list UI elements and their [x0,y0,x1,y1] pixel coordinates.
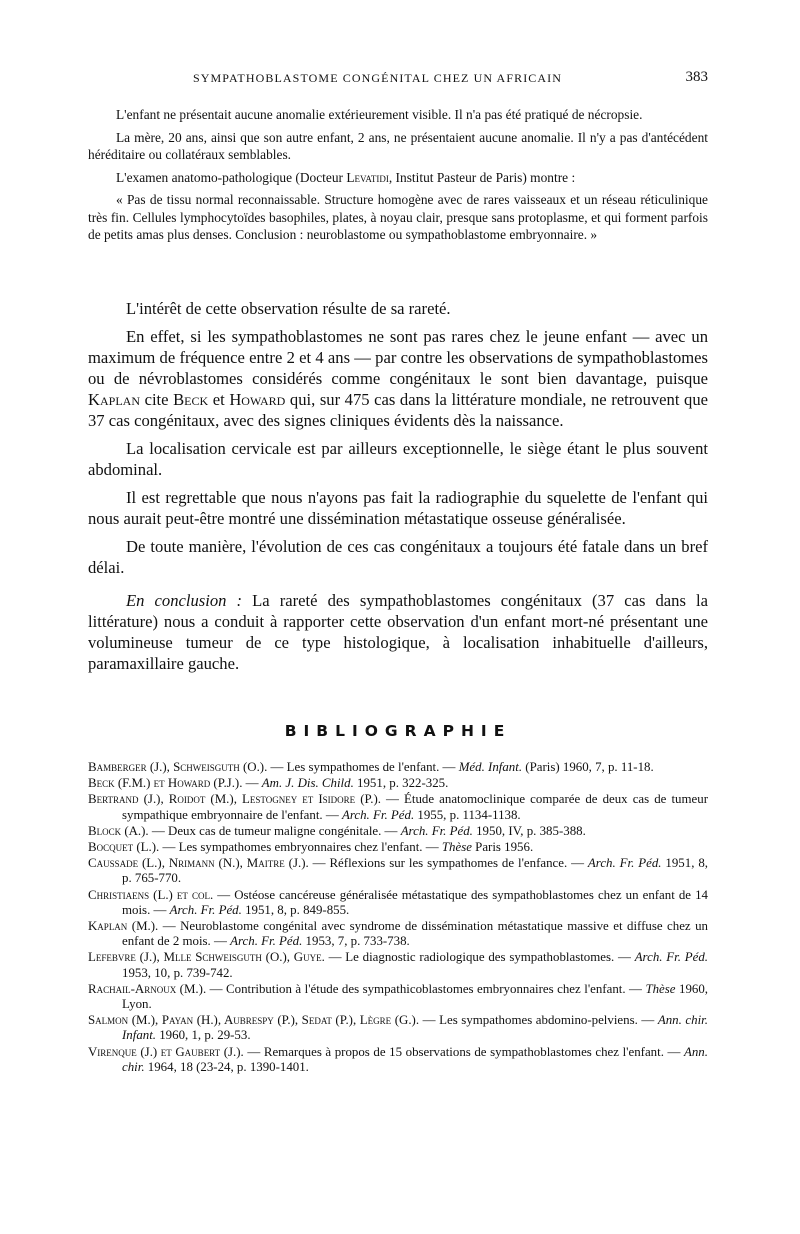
bibliography-title: — Les sympathomes de l'enfant. — [267,760,459,774]
author-name: Kaplan [88,390,140,409]
discussion-paragraph: De toute manière, l'évolution de ces cas congénitaux a toujours été fatale dans un bref délai. [88,537,708,577]
bibliography-journal: Am. J. Dis. Child. [261,776,354,791]
bibliography-journal: Ann. chir. [122,1044,708,1074]
bibliography-reference: 1951, 8, p. 765-770. [122,856,708,886]
bibliography-entry [88,760,708,775]
bibliography-journal: Thèse [441,840,472,855]
bibliography-reference: 1960, Lyon. [122,981,709,1012]
bibliography-title: — Le diagnostic radiologique des sympathoblastomes. — [324,950,635,965]
bibliography-authors: Bocquet (L.). [88,840,160,855]
bibliography-reference: 1950, IV, p. 385-388. [472,823,586,838]
bibliography-authors: Bamberger (J.), Schweisguth (O.). [88,760,268,774]
bibliography-title: — Les sympathomes abdomino-pelviens. — [419,1013,658,1028]
bibliography-journal: Arch. Fr. Péd. [169,902,242,917]
bibliography-reference: 1951, 8, p. 849-855. [241,902,350,917]
bibliography-entry [88,982,708,1012]
bibliography-title: — [242,776,262,791]
bibliography-title: — Remarques à propos de 15 observations de sympathoblastomes chez l'enfant. — [243,1044,684,1059]
discussion [88,298,708,681]
bibliography-entry [88,950,708,980]
case-paragraph: L'enfant ne présentait aucune anomalie extérieurement visible. Il n'a pas été pratiqué de nécropsie. [116,107,643,122]
bibliography-reference: 1953, 7, p. 733-738. [302,934,410,949]
bibliography-list [88,760,708,1076]
bibliography-journal: Ann. chir. Infant. [122,1013,708,1043]
page-number: 383 [685,69,708,85]
bibliography-reference: 1955, p. 1134-1138. [414,807,521,822]
bibliography-title: — Les sympathomes embryonnaires chez l'enfant. — [159,840,442,855]
text-run: qui, sur 475 cas dans la littérature mondiale, ne retrouvent que 37 cas congénitaux, avec des signes cliniques évidents dès la naissance. [88,390,708,430]
bibliography-title: — Ostéose cancéreuse généralisée métastatique des sympathoblastomes chez un enfant de 14 mois. — [122,887,708,917]
bibliography-reference: 1951, p. 322-325. [353,776,449,791]
discussion-paragraph: Il est regrettable que nous n'ayons pas fait la radiographie du squelette de l'enfant qui nous aurait peut-être montré une dissémination métastatique osseuse généralisée. [88,488,708,528]
text-run: , Institut Pasteur de Paris) montre : [388,169,576,185]
bibliography-journal: Arch. Fr. Péd. [230,934,303,949]
bibliography-title: — Contribution à l'étude des sympathicoblastomes embryonnaires chez l'enfant. — [206,981,646,996]
conclusion-label: En conclusion : [126,591,243,610]
bibliography-entry [88,840,708,855]
bibliography-entry [88,919,708,949]
bibliography-journal: Thèse [645,981,676,996]
bibliography-reference: (Paris) 1960, 7, p. 11-18. [522,760,654,774]
case-paragraph [88,169,708,187]
bibliography-reference: 1964, 18 (23-24, p. 1390-1401. [144,1059,309,1074]
bibliography-authors: Beck (F.M.) et Howard (P.J.). [88,776,243,791]
bibliography-authors: Kaplan (M.). [88,919,159,934]
case-report [88,106,708,249]
bibliography-title: — Étude anatomoclinique comparée de deux cas de tumeur sympathique embryonnaire de l'enfant. — [122,792,708,822]
discussion-paragraph: La localisation cervicale est par ailleurs exceptionnelle, le siège étant le plus souvent abdominal. [88,439,708,479]
bibliography-journal: Arch. Fr. Péd. [341,807,415,822]
bibliography-authors: Virenque (J.) et Gaubert (J.). [88,1044,244,1059]
bibliography-journal: Méd. Infant. [458,760,523,774]
bibliography-heading: BIBLIOGRAPHIE [284,722,512,740]
bibliography-title: — Neuroblastome congénital avec syndrome de dissémination métastatique massive et diffuse chez un enfant de 2 mois. — [122,919,708,949]
bibliography-authors: Christiaens (L.) et col. [88,887,214,902]
bibliography-journal: Arch. Fr. Péd. [634,950,708,965]
bibliography-authors: Rachail-Arnoux (M.). [88,981,207,996]
bibliography-authors: Salmon (M.), Payan (H.), Aubrespy (P.), Sedat (P.), Lègre (G.). [88,1013,420,1028]
text-run: L'examen anatomo-pathologique (Docteur [116,169,347,185]
text-run: et [208,390,230,409]
discussion-paragraph [88,326,708,431]
author-name: Howard [229,390,286,409]
bibliography-entry [88,776,708,791]
bibliography-entry [88,824,708,839]
bibliography-reference: 1953, 10, p. 739-742. [122,965,233,980]
bibliography-title: — Deux cas de tumeur maligne congénitale. — [148,823,401,838]
discussion-paragraph: L'intérêt de cette observation résulte de sa rareté. [126,299,451,318]
text-run: La rareté des sympathoblastomes congénitaux (37 cas dans la littérature) nous a conduit à rapporter cette observation d'un enfant mort-né présentant une volumineuse tumeur de ce type histologique, à localisation inhabituelle d'ailleurs, paramaxillaire gauche. [88,591,708,673]
bibliography-authors: Lefebvre (J.), Mlle Schweisguth (O.), Guye. [88,950,325,965]
bibliography-journal: Arch. Fr. Péd. [400,823,473,838]
bibliography-entry [88,1013,708,1043]
conclusion-paragraph [88,590,708,674]
pathology-quote: « Pas de tissu normal reconnaissable. Structure homogène avec de rares vaisseaux et un réseau réticulinique très fin. Cellules lymphocytoïdes basophiles, plates, à noyau clair, presque sans protoplasme, et qui forment parfois de petits amas plus denses. Conclusion : neuroblastome ou sympathoblastome embryonnaire. » [88,192,708,242]
bibliography-authors: Block (A.). [88,823,149,838]
bibliography-authors: Caussade (L.), Nrimann (N.), Maitre (J.). [88,856,309,871]
bibliography-reference: 1960, 1, p. 29-53. [156,1028,251,1043]
text-run: cite [140,390,174,409]
bibliography-reference: Paris 1956. [471,840,534,855]
bibliography-entry [88,792,708,822]
bibliography-entry [88,856,708,886]
case-paragraph: La mère, 20 ans, ainsi que son autre enfant, 2 ans, ne présentaient aucune anomalie. Il n'y a pas d'antécédent héréditaire ou collatéraux semblables. [88,129,708,162]
bibliography-entry [88,888,708,918]
bibliography-journal: Arch. Fr. Péd. [587,856,662,871]
bibliography-title: — Réflexions sur les sympathomes de l'enfance. — [308,856,588,871]
bibliography-entry [88,1045,708,1075]
bibliography-authors: Bertrand (J.), Roidot (M.), Lestogney et Isidore (P.). [88,792,381,807]
text-run: En effet, si les sympathoblastomes ne sont pas rares chez le jeune enfant — avec un maximum de fréquence entre 2 et 4 ans — par contre les observations de sympathoblastomes ou de névroblastomes considérés comme congénitaux le sont bien davantage, puisque [88,327,708,388]
author-name: Beck [173,390,209,409]
running-title: SYMPATHOBLASTOME CONGÉNITAL CHEZ UN AFRICAIN [193,71,563,85]
author-name: Levatidi [346,169,389,185]
